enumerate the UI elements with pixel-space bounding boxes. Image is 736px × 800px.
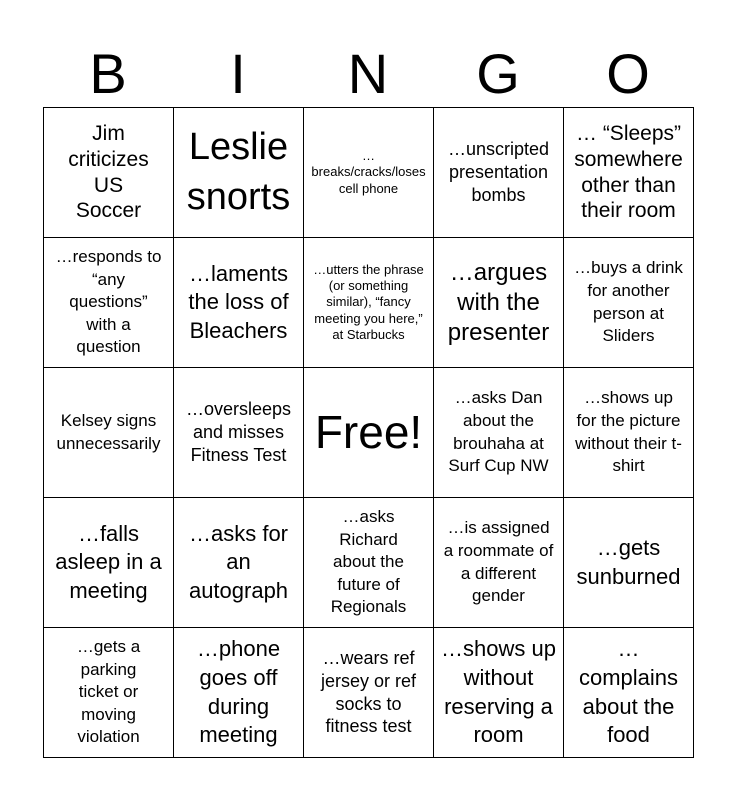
bingo-cell[interactable] bbox=[564, 498, 694, 628]
cell-text: …asks Richard about the future of Regionals bbox=[330, 506, 407, 617]
free-space-text: Free! bbox=[314, 406, 423, 459]
bingo-header bbox=[43, 40, 693, 108]
bingo-cell[interactable] bbox=[564, 108, 694, 238]
header-letter-g: G bbox=[476, 42, 520, 105]
header-letter-i: I bbox=[230, 42, 246, 105]
bingo-cell[interactable] bbox=[564, 238, 694, 368]
cell-text: …oversleeps and misses Fitness Test bbox=[185, 399, 292, 465]
cell-text: …breaks/cracks/loses cell phone bbox=[311, 148, 426, 196]
header-letter-n: N bbox=[347, 42, 389, 105]
cell-text: …laments the loss of Bleachers bbox=[188, 260, 289, 343]
bingo-cell[interactable] bbox=[434, 238, 564, 368]
bingo-cell[interactable] bbox=[434, 108, 564, 238]
bingo-cell[interactable] bbox=[174, 368, 304, 498]
bingo-cell[interactable] bbox=[434, 368, 564, 498]
bingo-cell[interactable] bbox=[304, 628, 434, 758]
bingo-cell[interactable] bbox=[564, 628, 694, 758]
bingo-cell[interactable] bbox=[174, 238, 304, 368]
bingo-cell[interactable] bbox=[174, 498, 304, 628]
cell-text: Kelsey signs unnecessarily bbox=[56, 410, 161, 453]
bingo-cell[interactable] bbox=[434, 498, 564, 628]
cell-text: …argues with the presenter bbox=[447, 258, 550, 346]
free-space[interactable] bbox=[304, 368, 434, 498]
cell-text: …complains about the food bbox=[578, 636, 679, 748]
bingo-cell[interactable] bbox=[304, 498, 434, 628]
bingo-cell[interactable] bbox=[304, 238, 434, 368]
cell-text: …responds to “any questions” with a question bbox=[55, 246, 162, 357]
cell-text: Jim criticizes US Soccer bbox=[68, 122, 149, 223]
cell-text: …asks for an autograph bbox=[188, 520, 289, 603]
cell-text: …shows up without reserving a room bbox=[441, 636, 556, 748]
cell-text: …gets a parking ticket or moving violation bbox=[76, 636, 141, 747]
cell-text: …utters the phrase (or something similar), “fancy meeting you here,” at Starbucks bbox=[313, 261, 424, 342]
cell-text: …unscripted presentation bombs bbox=[447, 139, 550, 205]
cell-text: …phone goes off during meeting bbox=[196, 636, 281, 748]
header-letter-b: B bbox=[89, 42, 127, 105]
bingo-cell[interactable] bbox=[304, 108, 434, 238]
cell-text: … “Sleeps” somewhere other than their room bbox=[574, 122, 683, 223]
cell-text: …asks Dan about the brouhaha at Surf Cup NW bbox=[448, 388, 549, 476]
header-letter-o: O bbox=[606, 42, 650, 105]
cell-text: …wears ref jersey or ref socks to fitness test bbox=[320, 647, 417, 737]
bingo-cell[interactable] bbox=[174, 628, 304, 758]
bingo-cell[interactable] bbox=[44, 628, 174, 758]
bingo-cell[interactable] bbox=[434, 628, 564, 758]
cell-text: …is assigned a roommate of a different gender bbox=[443, 518, 554, 606]
bingo-cell[interactable] bbox=[174, 108, 304, 238]
bingo-board bbox=[43, 107, 694, 758]
cell-text: …buys a drink for another person at Sliders bbox=[574, 258, 683, 346]
bingo-cell[interactable] bbox=[44, 368, 174, 498]
bingo-cell[interactable] bbox=[44, 238, 174, 368]
cell-text: …gets sunburned bbox=[576, 534, 681, 589]
bingo-cell[interactable] bbox=[44, 108, 174, 238]
bingo-cell[interactable] bbox=[44, 498, 174, 628]
cell-text: …falls asleep in a meeting bbox=[55, 520, 162, 603]
cell-text: Leslie snorts bbox=[186, 126, 291, 218]
bingo-cell[interactable] bbox=[564, 368, 694, 498]
cell-text: …shows up for the picture without their t-shirt bbox=[575, 388, 682, 476]
